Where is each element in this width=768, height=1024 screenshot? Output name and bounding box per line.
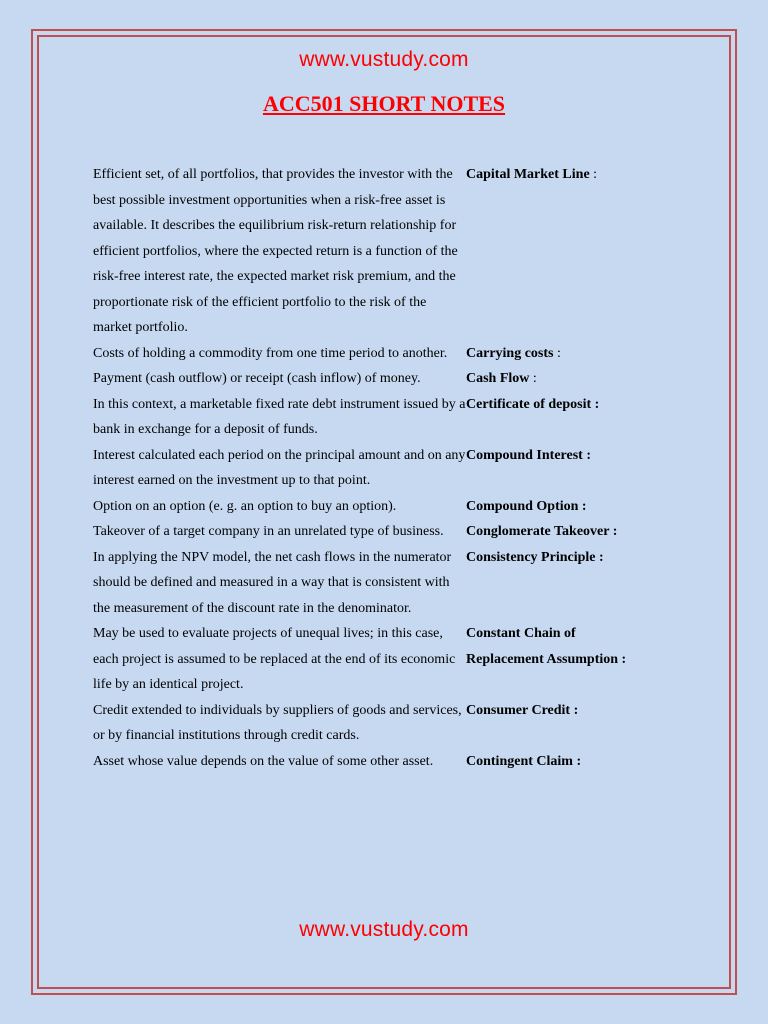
entry-definition: May be used to evaluate projects of unequal lives; in this case, each project is assumed to be replaced at the end of its economic life by an identical project.	[93, 626, 456, 692]
glossary-entry	[93, 698, 663, 749]
term-suffix: :	[553, 345, 561, 361]
entry-term	[466, 443, 663, 494]
term-label: Compound Interest :	[466, 447, 591, 463]
glossary-entry	[93, 392, 663, 443]
entry-definition: Asset whose value depends on the value of some other asset.	[93, 753, 434, 769]
glossary-entry	[93, 621, 663, 698]
entry-term	[466, 494, 663, 520]
glossary-entry	[93, 341, 663, 367]
glossary-entry	[93, 443, 663, 494]
entry-term	[466, 545, 663, 622]
glossary-entry	[93, 162, 663, 341]
entry-term	[466, 366, 663, 392]
entry-term	[466, 698, 663, 749]
glossary-entry	[93, 519, 663, 545]
term-label: Capital Market Line	[466, 167, 590, 182]
term-suffix: :	[529, 371, 537, 386]
entry-term	[466, 392, 663, 443]
entry-definition: Credit extended to individuals by suppliers of goods and services, or by financial institutions through credit cards.	[93, 702, 462, 743]
entry-term	[466, 621, 663, 698]
entry-definition: Costs of holding a commodity from one time period to another.	[93, 345, 448, 361]
footer-site-link[interactable]: www.vustudy.com	[299, 918, 469, 941]
entry-definition: Payment (cash outflow) or receipt (cash inflow) of money.	[93, 371, 421, 386]
page-title: ACC501 SHORT NOTES	[262, 91, 506, 116]
term-label: Consumer Credit :	[466, 702, 579, 718]
term-label: Carrying costs	[466, 345, 554, 361]
entry-term	[466, 519, 663, 545]
entry-definition: Option on an option (e. g. an option to buy an option).	[93, 498, 397, 514]
term-label: Contingent Claim :	[466, 753, 582, 769]
entry-term	[466, 162, 663, 341]
term-label: Conglomerate Takeover :	[466, 524, 618, 539]
glossary-list	[93, 162, 663, 774]
header-site-link[interactable]: www.vustudy.com	[299, 48, 469, 71]
term-label: Certificate of deposit :	[466, 396, 600, 412]
glossary-entry	[93, 749, 663, 775]
term-label: Consistency Principle :	[466, 549, 604, 565]
entry-definition: Takeover of a target company in an unrelated type of business.	[93, 524, 444, 539]
glossary-entry	[93, 494, 663, 520]
term-label: Cash Flow	[466, 371, 530, 386]
term-label: Compound Option :	[466, 498, 587, 514]
glossary-entry	[93, 545, 663, 622]
entry-definition: Interest calculated each period on the principal amount and on any interest earned on the investment up to that point.	[93, 447, 466, 488]
entry-term	[466, 749, 663, 775]
entry-definition: Efficient set, of all portfolios, that provides the investor with the best possible investment opportunities when a risk-free asset is available. It describes the equilibrium risk-return relationship for efficient portfolios, where the expected return is a function of the risk-free interest rate, the expected market risk premium, and the proportionate risk of the efficient portfolio to the risk of the market portfolio.	[93, 167, 458, 335]
entry-term	[466, 341, 663, 367]
entry-definition: In this context, a marketable fixed rate debt instrument issued by a bank in exchange for a deposit of funds.	[93, 396, 466, 437]
term-label: Constant Chain of Replacement Assumption :	[466, 626, 627, 667]
entry-definition: In applying the NPV model, the net cash flows in the numerator should be defined and measured in a way that is consistent with the measurement of the discount rate in the denominator.	[93, 549, 452, 616]
term-suffix: :	[589, 167, 598, 182]
glossary-entry	[93, 366, 663, 392]
